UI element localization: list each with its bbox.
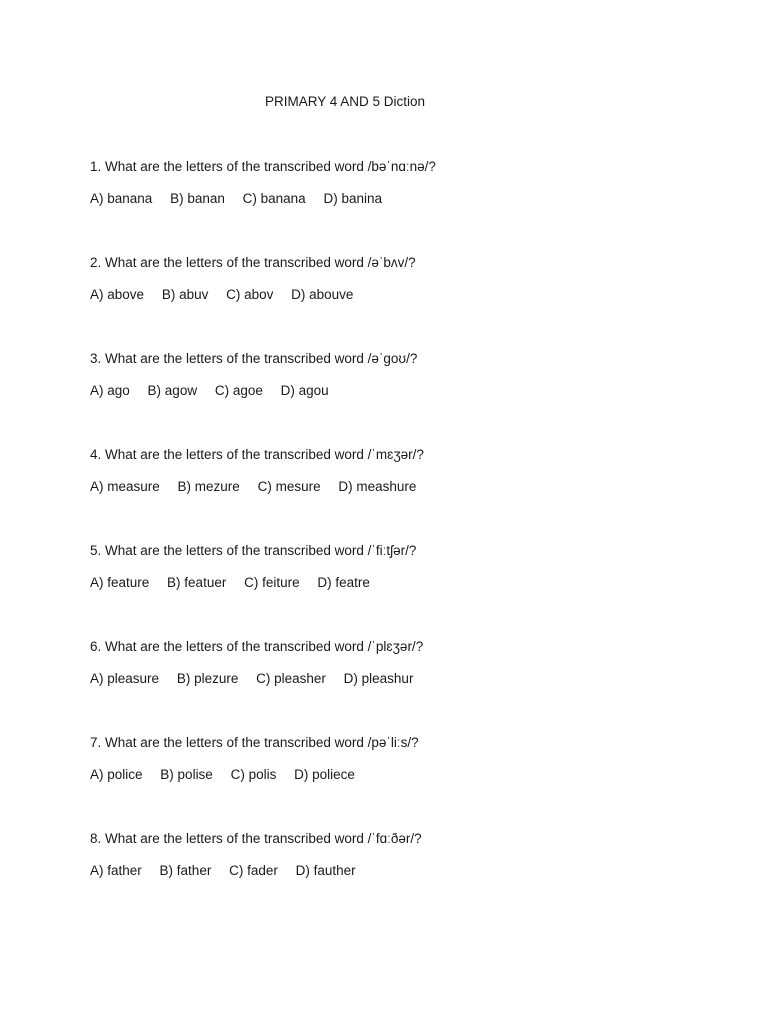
question-text: 5. What are the letters of the transcribed word /ˈfiːtʃər/? [90,543,417,558]
option-a: A) measure [90,479,160,494]
option-a: A) police [90,767,143,782]
option-d: D) fauther [295,863,356,878]
option-a: A) above [90,287,145,302]
question-block [90,734,730,783]
option-d: D) banina [323,191,382,206]
option-b: B) agow [147,383,198,398]
option-d: D) abouve [291,287,354,302]
option-c: C) agoe [214,383,263,398]
option-a: A) pleasure [90,671,160,686]
option-c: C) mesure [257,479,321,494]
option-a: A) father [90,863,142,878]
question-block [90,830,730,879]
option-a: A) banana [90,191,153,206]
option-d: D) agou [280,383,329,398]
option-b: B) polise [160,767,213,782]
option-b: B) plezure [176,671,239,686]
question-block [90,542,730,591]
option-b: B) father [159,863,212,878]
question-text: 8. What are the letters of the transcribed word /ˈfɑːðər/? [90,831,422,846]
option-d: D) meashure [338,479,417,494]
option-c: C) fader [229,863,278,878]
question-block [90,638,730,687]
question-text: 7. What are the letters of the transcribed word /pəˈliːs/? [90,735,419,750]
answer-options [90,574,730,591]
question-block [90,254,730,303]
answer-options [90,766,730,783]
answer-options [90,862,730,879]
question-text: 1. What are the letters of the transcribed word /bəˈnɑːnə/? [90,159,436,174]
question-text: 4. What are the letters of the transcribed word /ˈmɛʒər/? [90,447,424,462]
answer-options [90,286,730,303]
option-d: D) pleashur [343,671,414,686]
option-b: B) featuer [167,575,227,590]
question-text: 2. What are the letters of the transcribed word /əˈbʌv/? [90,255,416,270]
option-b: B) abuv [161,287,209,302]
answer-options [90,382,730,399]
option-a: A) ago [90,383,130,398]
answer-options [90,478,730,495]
option-d: D) featre [317,575,370,590]
option-c: C) banana [242,191,306,206]
question-block [90,446,730,495]
document-title: PRIMARY 4 AND 5 Diction [264,94,426,109]
option-b: B) banan [170,191,225,206]
option-d: D) poliece [294,767,355,782]
answer-options [90,190,730,207]
question-text: 6. What are the letters of the transcribed word /ˈplɛʒər/? [90,639,424,654]
option-c: C) feiture [244,575,300,590]
answer-options [90,670,730,687]
option-a: A) feature [90,575,150,590]
question-block [90,158,730,207]
question-block [90,350,730,399]
option-b: B) mezure [177,479,240,494]
option-c: C) polis [230,767,277,782]
option-c: C) pleasher [256,671,326,686]
option-c: C) abov [226,287,274,302]
question-text: 3. What are the letters of the transcribed word /əˈgoʊ/? [90,351,418,366]
